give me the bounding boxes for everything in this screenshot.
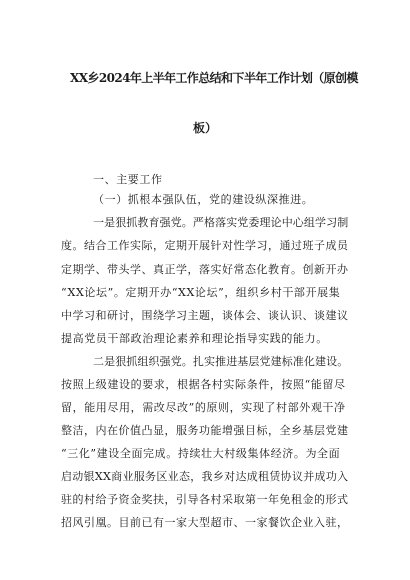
section-heading: 一、主要工作 [93, 173, 163, 186]
paragraph-line: 一是狠抓教育强党。严格落实党委理论中心组学习制 [93, 216, 349, 229]
paragraph-line: 提高党员干部政治理论素养和理论指导实践的能力。 [61, 332, 328, 345]
paragraph-line: 驻的村给予资金奖扶，引导各村采取第一年免租金的形式 [61, 493, 349, 506]
subsection-heading: （一）抓根本强队伍，党的建设纵深推进。 [93, 193, 314, 206]
paragraph-line: “XX论坛”。定期开办“XX论坛”，组织乡村干部开展集 [61, 286, 341, 299]
paragraph-line: 留，能用尽用，需改尽改”的原则，实现了村部外观干净 [61, 401, 346, 414]
paragraph-line: 按照上级建设的要求，根据各村实际条件，按照“能留尽 [61, 378, 346, 391]
paragraph-line: 招风引凰。目前已有一家大型超市、一家餐饮企业入驻， [61, 516, 349, 529]
document-title-line2: 板） [193, 121, 218, 135]
paragraph-line: “三化”建设全面完成。持续壮大村级集体经济。为全面 [61, 447, 341, 460]
paragraph-line: 中学习和研讨，围绕学习主题，谈体会、谈认识、谈建议 [61, 309, 349, 322]
paragraph-line: 定期学、带头学、真正学，落实好常态化教育。创新开办 [61, 263, 349, 276]
paragraph-line: 整洁，内在价值凸显，服务功能增强目标，全乡基层党建 [61, 424, 349, 437]
paragraph-line: 二是狠抓组织强党。扎实推进基层党建标准化建设。 [93, 355, 349, 368]
paragraph-line: 度。结合工作实际，定期开展针对性学习，通过班子成员 [61, 239, 349, 252]
paragraph-line: 启动银XX商业服务区业态，我乡对达成租赁协议并成功入 [61, 470, 349, 483]
document-title-line1: XX乡2024年上半年工作总结和下半年工作计划（原创模 [70, 71, 358, 85]
